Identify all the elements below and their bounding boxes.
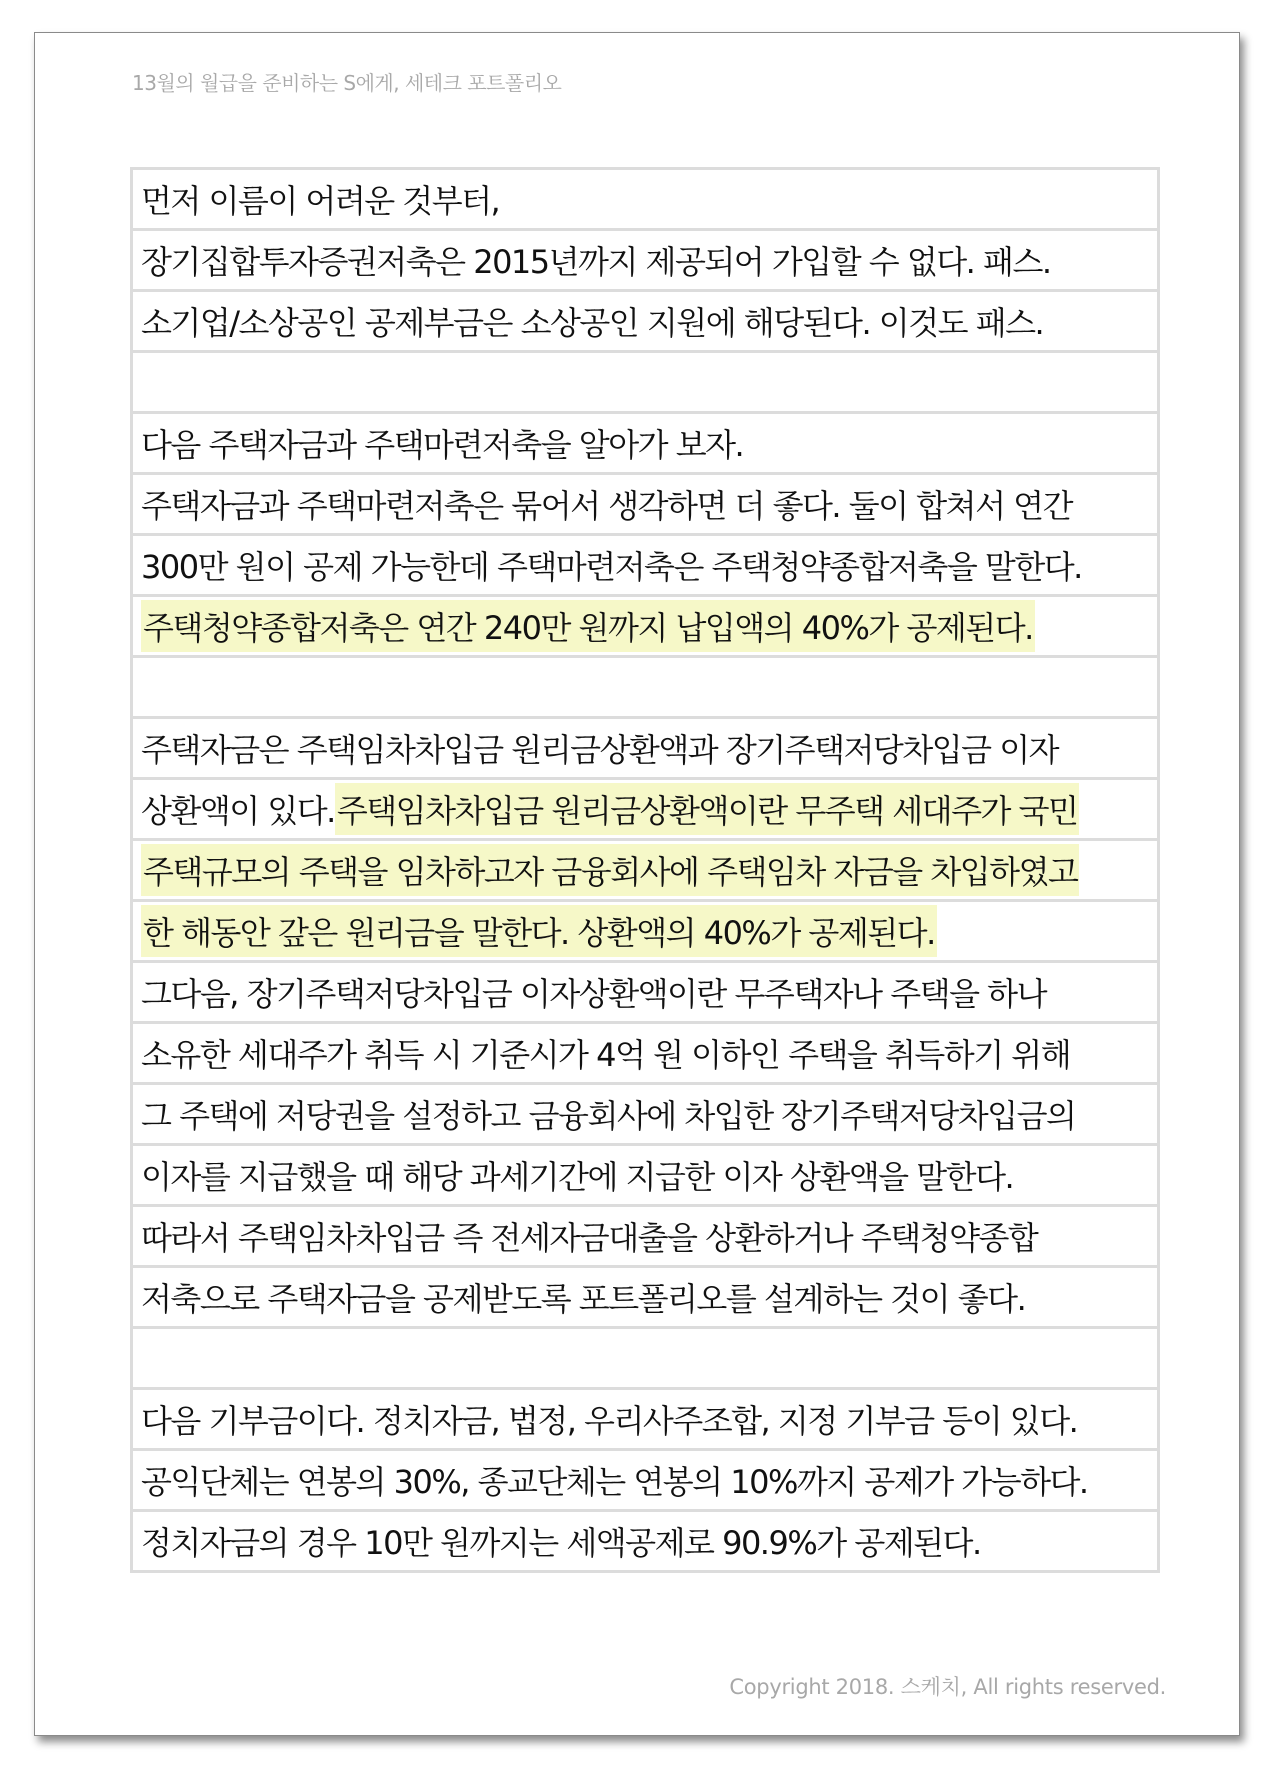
highlighted-text: 주택규모의 주택을 임차하고자 금융회사에 주택임차 자금을 차입하였고: [141, 844, 1079, 896]
text-line: [133, 1204, 1157, 1265]
text-line: [133, 1265, 1157, 1326]
blank-line: [133, 1326, 1157, 1387]
page-header-title: 13월의 월급을 준비하는 S에게, 세테크 포트폴리오: [132, 71, 562, 95]
text-line: [133, 899, 1157, 960]
blank-line: [133, 655, 1157, 716]
text-line: [133, 777, 1157, 838]
body-text: 소기업/소상공인 공제부금은 소상공인 지원에 해당된다. 이것도 패스.: [141, 304, 1044, 342]
text-line: [133, 1082, 1157, 1143]
body-text: 저축으로 주택자금을 공제받도록 포트폴리오를 설계하는 것이 좋다.: [141, 1280, 1026, 1318]
body-text: 주택자금은 주택임차차입금 원리금상환액과 장기주택저당차입금 이자: [141, 731, 1059, 769]
text-line: [133, 533, 1157, 594]
body-text: 그 주택에 저당권을 설정하고 금융회사에 차입한 장기주택저당차입금의: [141, 1097, 1076, 1135]
text-line: [133, 1509, 1157, 1570]
text-line: [133, 1448, 1157, 1509]
highlighted-text: 한 해동안 갚은 원리금을 말한다. 상환액의 40%가 공제된다.: [141, 905, 937, 957]
body-text: 이자를 지급했을 때 해당 과세기간에 지급한 이자 상환액을 말한다.: [141, 1158, 1014, 1196]
body-text: 소유한 세대주가 취득 시 기준시가 4억 원 이하인 주택을 취득하기 위해: [141, 1036, 1071, 1074]
copyright-footer: Copyright 2018. 스케치, All rights reserved.: [729, 1675, 1166, 1699]
body-text: 주택자금과 주택마련저축은 묶어서 생각하면 더 좋다. 둘이 합쳐서 연간: [141, 487, 1072, 525]
body-text: 그다음, 장기주택저당차입금 이자상환액이란 무주택자나 주택을 하나: [141, 975, 1046, 1013]
text-line: [133, 716, 1157, 777]
text-line: [133, 411, 1157, 472]
body-text: 300만 원이 공제 가능한데 주택마련저축은 주택청약종합저축을 말한다.: [141, 548, 1082, 586]
body-text: 상환액이 있다.: [141, 792, 335, 830]
text-line: [133, 228, 1157, 289]
text-line: [133, 960, 1157, 1021]
text-line: [133, 472, 1157, 533]
text-line: [133, 289, 1157, 350]
body-text: 장기집합투자증권저축은 2015년까지 제공되어 가입할 수 없다. 패스.: [141, 243, 1051, 281]
body-text: 공익단체는 연봉의 30%, 종교단체는 연봉의 10%까지 공제가 가능하다.: [141, 1463, 1088, 1501]
text-line: [133, 838, 1157, 899]
body-text: 정치자금의 경우 10만 원까지는 세액공제로 90.9%가 공제된다.: [141, 1524, 981, 1562]
highlighted-text: 주택임차차입금 원리금상환액이란 무주택 세대주가 국민: [335, 783, 1080, 835]
highlighted-text: 주택청약종합저축은 연간 240만 원까지 납입액의 40%가 공제된다.: [141, 600, 1035, 652]
text-line: [133, 594, 1157, 655]
document-page: [34, 32, 1240, 1736]
text-line: [133, 167, 1157, 228]
body-text: 따라서 주택임차차입금 즉 전세자금대출을 상환하거나 주택청약종합: [141, 1219, 1038, 1257]
body-text: 다음 주택자금과 주택마련저축을 알아가 보자.: [141, 426, 744, 464]
lined-text-body: [130, 167, 1160, 1573]
blank-line: [133, 350, 1157, 411]
text-line: [133, 1387, 1157, 1448]
text-line: [133, 1021, 1157, 1082]
text-line: [133, 1143, 1157, 1204]
body-text: 먼저 이름이 어려운 것부터,: [141, 182, 500, 220]
body-text: 다음 기부금이다. 정치자금, 법정, 우리사주조합, 지정 기부금 등이 있다.: [141, 1402, 1078, 1440]
